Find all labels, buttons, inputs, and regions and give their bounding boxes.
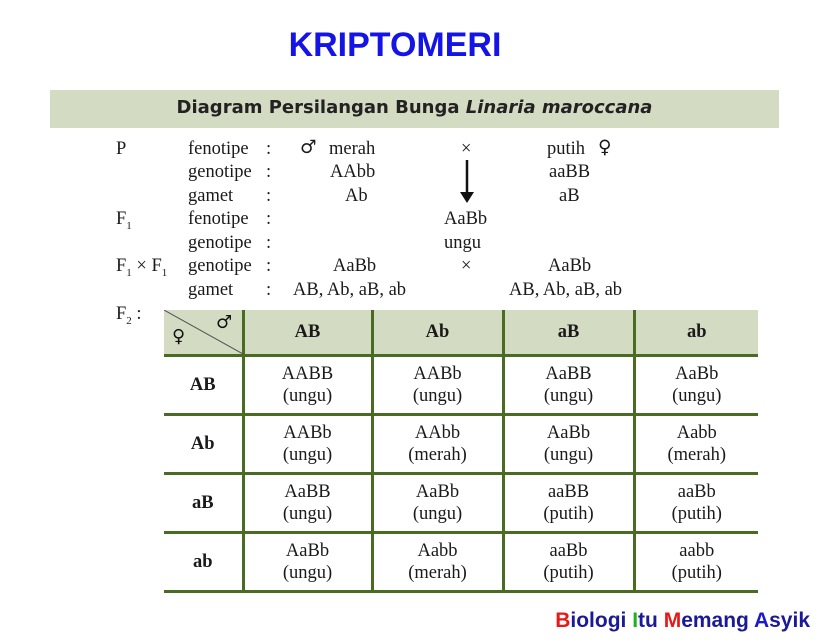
diagram-title-prefix: Diagram Persilangan Bunga bbox=[176, 97, 466, 118]
punnett-cell: aabb (putih) bbox=[634, 533, 758, 592]
punnett-cell: AABb (ungu) bbox=[372, 356, 503, 415]
female-symbol-icon: ♀ bbox=[172, 326, 186, 347]
p-female-genotype: aaBB bbox=[549, 162, 591, 182]
punnett-cell: Aabb (merah) bbox=[372, 533, 503, 592]
punnett-col-header: ab bbox=[634, 310, 758, 356]
colon: : bbox=[266, 233, 272, 253]
label-p: P bbox=[116, 139, 127, 159]
male-symbol-icon: ♂ bbox=[300, 137, 317, 158]
label-gamet-p: gamet bbox=[188, 186, 234, 206]
punnett-cell: AaBB (ungu) bbox=[503, 356, 634, 415]
punnett-header-row bbox=[164, 310, 758, 356]
punnett-cell: aaBb (putih) bbox=[503, 533, 634, 592]
colon: : bbox=[266, 186, 272, 206]
colon: : bbox=[266, 280, 272, 300]
p-male-gamete: Ab bbox=[345, 186, 368, 206]
label-fenotipe-f1: fenotipe bbox=[188, 209, 249, 229]
punnett-cell: AaBb (ungu) bbox=[243, 533, 372, 592]
punnett-row bbox=[164, 356, 758, 415]
punnett-cell: AABB (ungu) bbox=[243, 356, 372, 415]
cross-symbol: × bbox=[461, 139, 472, 159]
punnett-cell: Aabb (merah) bbox=[634, 415, 758, 474]
punnett-row-header: Ab bbox=[164, 415, 243, 474]
p-female-gamete: aB bbox=[559, 186, 580, 206]
footer-initial-a: A bbox=[753, 609, 770, 632]
punnett-cell: AaBb (ungu) bbox=[634, 356, 758, 415]
colon: : bbox=[266, 256, 272, 276]
footer-text: iologi bbox=[570, 609, 633, 632]
label-genotipe-p: genotipe bbox=[188, 162, 252, 182]
female-symbol-icon: ♀ bbox=[598, 137, 612, 158]
page-title: KRIPTOMERI bbox=[288, 26, 502, 64]
punnett-corner-cell bbox=[164, 310, 243, 356]
f1-phenotype: ungu bbox=[444, 233, 481, 253]
footer-initial-i: I bbox=[632, 609, 639, 632]
label-genotipe-f1: genotipe bbox=[188, 233, 252, 253]
cross-left-genotype: AaBb bbox=[333, 256, 377, 276]
colon: : bbox=[266, 209, 272, 229]
label-f1: $F_1$ bbox=[116, 209, 132, 232]
footer-tagline bbox=[555, 609, 810, 633]
punnett-cell: AaBb (ungu) bbox=[503, 415, 634, 474]
punnett-cell: AABb (ungu) bbox=[243, 415, 372, 474]
punnett-col-header: AB bbox=[243, 310, 372, 356]
punnett-row bbox=[164, 415, 758, 474]
punnett-cell: aaBB (putih) bbox=[503, 474, 634, 533]
punnett-row bbox=[164, 474, 758, 533]
punnett-row-header: ab bbox=[164, 533, 243, 592]
male-symbol-icon: ♂ bbox=[216, 312, 233, 333]
diagram-title-band bbox=[50, 90, 779, 128]
label-f2: $F_2$ : bbox=[116, 304, 142, 327]
diagram-title bbox=[50, 97, 779, 118]
p-male-genotype: AAbb bbox=[330, 162, 376, 182]
cross-right-genotype: AaBb bbox=[548, 256, 592, 276]
punnett-cell: aaBb (putih) bbox=[634, 474, 758, 533]
arrow-down-icon bbox=[458, 160, 476, 204]
cross-symbol: × bbox=[461, 256, 472, 276]
punnett-row-header: AB bbox=[164, 356, 243, 415]
punnett-cell: AaBB (ungu) bbox=[243, 474, 372, 533]
footer-initial-b: B bbox=[555, 609, 571, 632]
colon: : bbox=[266, 162, 272, 182]
footer-initial-m: M bbox=[663, 609, 682, 632]
p-male-phenotype: merah bbox=[329, 139, 376, 159]
label-gamet-cross: gamet bbox=[188, 280, 234, 300]
punnett-col-header: aB bbox=[503, 310, 634, 356]
cross-right-gametes: AB, Ab, aB, ab bbox=[509, 280, 623, 300]
colon: : bbox=[266, 139, 272, 159]
f1-genotype: AaBb bbox=[444, 209, 488, 229]
punnett-row-header: aB bbox=[164, 474, 243, 533]
footer-text: syik bbox=[769, 609, 810, 632]
punnett-cell: AAbb (merah) bbox=[372, 415, 503, 474]
diagram-title-species: Linaria maroccana bbox=[465, 97, 653, 118]
footer-text: tu bbox=[638, 609, 664, 632]
punnett-row bbox=[164, 533, 758, 592]
cross-left-gametes: AB, Ab, aB, ab bbox=[293, 280, 407, 300]
punnett-square bbox=[164, 310, 758, 593]
label-f1-cross: $F_1 \times F_1$ bbox=[116, 256, 168, 279]
footer-text: emang bbox=[681, 609, 754, 632]
label-fenotipe-p: fenotipe bbox=[188, 139, 249, 159]
label-genotipe-cross: genotipe bbox=[188, 256, 252, 276]
p-female-phenotype: putih bbox=[547, 139, 586, 159]
punnett-cell: AaBb (ungu) bbox=[372, 474, 503, 533]
punnett-col-header: Ab bbox=[372, 310, 503, 356]
